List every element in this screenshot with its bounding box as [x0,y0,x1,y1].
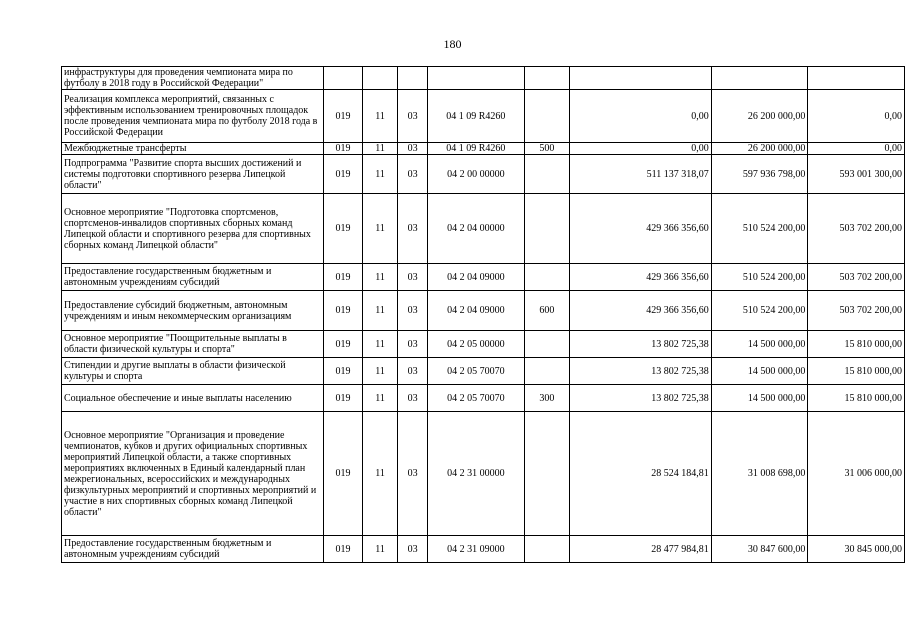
expense-type-code [524,264,569,291]
section-code [362,67,398,90]
target-article-code [428,67,525,90]
subsection-code: 03 [398,358,428,385]
target-article-code: 04 2 31 00000 [428,412,525,536]
table-row [62,194,905,264]
row-label: Межбюджетные трансферты [62,143,324,155]
table-row [62,264,905,291]
grbs-code: 019 [324,155,363,194]
subsection-code: 03 [398,194,428,264]
row-label: Основное мероприятие "Организация и проведение чемпионатов, кубков и других официальных спортивных мероприятий Липецкой области, а также спортивных мероприятиях включенных в Единый календарный план межрегиональных, всероссийских и международных физкультурных мероприятий и спортивных мероприятий и участие в них спортивных сборных команд Липецкой области" [62,412,324,536]
amount-year-1: 28 524 184,81 [570,412,712,536]
amount-year-3: 15 810 000,00 [808,358,905,385]
page-number: 180 [443,37,462,51]
grbs-code: 019 [324,264,363,291]
grbs-code: 019 [324,90,363,143]
expense-type-code [524,331,569,358]
amount-year-3: 503 702 200,00 [808,264,905,291]
row-label: Социальное обеспечение и иные выплаты населению [62,385,324,412]
amount-year-1: 429 366 356,60 [570,264,712,291]
expense-type-code [524,194,569,264]
section-code: 11 [362,331,398,358]
amount-year-2: 30 847 600,00 [711,536,808,563]
subsection-code: 03 [398,412,428,536]
subsection-code: 03 [398,536,428,563]
table-row [62,155,905,194]
subsection-code: 03 [398,331,428,358]
expense-type-code [524,536,569,563]
row-label: Стипендии и другие выплаты в области физической культуры и спорта [62,358,324,385]
amount-year-2: 510 524 200,00 [711,264,808,291]
budget-table [61,66,905,563]
subsection-code: 03 [398,155,428,194]
section-code: 11 [362,90,398,143]
table-row [62,331,905,358]
amount-year-2: 26 200 000,00 [711,143,808,155]
section-code: 11 [362,155,398,194]
amount-year-2: 14 500 000,00 [711,358,808,385]
amount-year-2: 14 500 000,00 [711,385,808,412]
row-label: Основное мероприятие "Поощрительные выплаты в области физической культуры и спорта" [62,331,324,358]
subsection-code: 03 [398,385,428,412]
subsection-code: 03 [398,291,428,331]
amount-year-2: 510 524 200,00 [711,291,808,331]
target-article-code: 04 2 05 00000 [428,331,525,358]
amount-year-3: 15 810 000,00 [808,385,905,412]
target-article-code: 04 2 04 09000 [428,264,525,291]
amount-year-3 [808,67,905,90]
target-article-code: 04 2 31 09000 [428,536,525,563]
expense-type-code [524,155,569,194]
amount-year-1: 28 477 984,81 [570,536,712,563]
amount-year-3: 0,00 [808,143,905,155]
amount-year-2: 31 008 698,00 [711,412,808,536]
section-code: 11 [362,143,398,155]
expense-type-code: 300 [524,385,569,412]
grbs-code [324,67,363,90]
expense-type-code [524,67,569,90]
section-code: 11 [362,536,398,563]
amount-year-1: 0,00 [570,90,712,143]
amount-year-3: 31 006 000,00 [808,412,905,536]
table-row [62,67,905,90]
grbs-code: 019 [324,331,363,358]
amount-year-3: 0,00 [808,90,905,143]
table-row [62,385,905,412]
amount-year-1: 13 802 725,38 [570,331,712,358]
table-row [62,358,905,385]
amount-year-1: 429 366 356,60 [570,194,712,264]
target-article-code: 04 2 05 70070 [428,358,525,385]
grbs-code: 019 [324,385,363,412]
section-code: 11 [362,264,398,291]
row-label: Предоставление субсидий бюджетным, автономным учреждениям и иным некоммерческим организациям [62,291,324,331]
grbs-code: 019 [324,143,363,155]
grbs-code: 019 [324,536,363,563]
amount-year-3: 30 845 000,00 [808,536,905,563]
amount-year-2: 26 200 000,00 [711,90,808,143]
section-code: 11 [362,358,398,385]
amount-year-3: 15 810 000,00 [808,331,905,358]
subsection-code: 03 [398,90,428,143]
amount-year-2: 597 936 798,00 [711,155,808,194]
target-article-code: 04 1 09 R4260 [428,90,525,143]
amount-year-1: 429 366 356,60 [570,291,712,331]
amount-year-1 [570,67,712,90]
target-article-code: 04 1 09 R4260 [428,143,525,155]
grbs-code: 019 [324,412,363,536]
table-row [62,90,905,143]
table-row [62,291,905,331]
grbs-code: 019 [324,194,363,264]
row-label: Основное мероприятие "Подготовка спортсменов, спортсменов-инвалидов спортивных сборных команд Липецкой области и спортивного резерва для спортивных сборных команд Липецкой области" [62,194,324,264]
grbs-code: 019 [324,291,363,331]
expense-type-code [524,358,569,385]
amount-year-1: 511 137 318,07 [570,155,712,194]
expense-type-code [524,90,569,143]
row-label: инфраструктуры для проведения чемпионата мира по футболу в 2018 году в Российской Федерации" [62,67,324,90]
table-row [62,536,905,563]
subsection-code: 03 [398,264,428,291]
expense-type-code: 500 [524,143,569,155]
target-article-code: 04 2 04 09000 [428,291,525,331]
section-code: 11 [362,385,398,412]
table-row [62,143,905,155]
amount-year-2: 510 524 200,00 [711,194,808,264]
amount-year-3: 593 001 300,00 [808,155,905,194]
amount-year-3: 503 702 200,00 [808,291,905,331]
section-code: 11 [362,291,398,331]
amount-year-3: 503 702 200,00 [808,194,905,264]
amount-year-2: 14 500 000,00 [711,331,808,358]
table-row [62,412,905,536]
target-article-code: 04 2 05 70070 [428,385,525,412]
section-code: 11 [362,412,398,536]
amount-year-1: 0,00 [570,143,712,155]
amount-year-2 [711,67,808,90]
target-article-code: 04 2 04 00000 [428,194,525,264]
grbs-code: 019 [324,358,363,385]
amount-year-1: 13 802 725,38 [570,358,712,385]
subsection-code: 03 [398,143,428,155]
amount-year-1: 13 802 725,38 [570,385,712,412]
subsection-code [398,67,428,90]
row-label: Подпрограмма "Развитие спорта высших достижений и системы подготовки спортивного резерва Липецкой области" [62,155,324,194]
expense-type-code [524,412,569,536]
row-label: Предоставление государственным бюджетным и автономным учреждениям субсидий [62,264,324,291]
row-label: Реализация комплекса мероприятий, связанных с эффективным использованием тренировочных площадок после проведения чемпионата мира по футболу 2018 года в Российской Федерации [62,90,324,143]
target-article-code: 04 2 00 00000 [428,155,525,194]
row-label: Предоставление государственным бюджетным и автономным учреждениям субсидий [62,536,324,563]
expense-type-code: 600 [524,291,569,331]
section-code: 11 [362,194,398,264]
